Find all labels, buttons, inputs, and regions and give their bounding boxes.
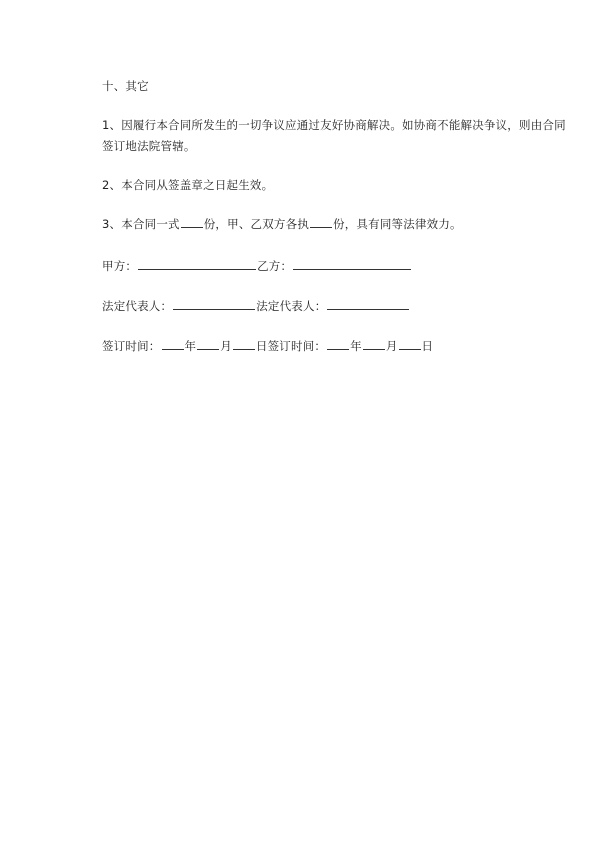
copies-each-blank[interactable] <box>310 214 332 228</box>
copies-total-blank[interactable] <box>181 214 203 228</box>
sign-date-a-year: 年 <box>184 339 197 353</box>
sign-date-a-day: 日 <box>255 339 268 353</box>
party-a-label: 甲方： <box>102 259 138 273</box>
clause-2 <box>80 175 570 195</box>
sign-date-b-year-blank[interactable] <box>327 336 349 350</box>
party-b-blank[interactable] <box>293 256 411 270</box>
clause-2-text: 2、本合同从签盖章之日起生效。 <box>102 178 274 192</box>
section-title <box>80 76 570 96</box>
sign-date-a-label: 签订时间： <box>102 339 161 353</box>
legal-rep-a-label: 法定代表人： <box>102 299 173 313</box>
sign-date-b-label: 签订时间： <box>267 339 327 353</box>
legal-rep-b-blank[interactable] <box>327 296 409 310</box>
party-signature-line <box>80 256 570 276</box>
sign-date-a-month: 月 <box>220 339 232 353</box>
sign-date-b-year: 年 <box>350 339 362 353</box>
sign-date-b-month: 月 <box>385 339 398 353</box>
clause-3-part-a: 3、本合同一式 <box>102 217 180 231</box>
clause-1 <box>80 115 570 157</box>
section-title-text: 十、其它 <box>102 79 149 93</box>
clause-3 <box>80 214 570 234</box>
sign-date-b-day: 日 <box>421 339 434 353</box>
legal-rep-b-label: 法定代表人： <box>256 299 327 313</box>
clause-3-part-c: 份，具有同等法律效力。 <box>333 217 462 231</box>
legal-rep-a-blank[interactable] <box>173 296 255 310</box>
sign-date-line <box>80 336 570 356</box>
clause-1-text: 1、因履行本合同所发生的一切争议应通过友好协商解决。如协商不能解决争议，则由合同签订地法院管辖。 <box>102 118 566 153</box>
party-b-label: 乙方： <box>257 259 293 273</box>
sign-date-a-year-blank[interactable] <box>162 336 184 350</box>
legal-rep-line <box>80 296 570 316</box>
sign-date-b-month-blank[interactable] <box>363 336 385 350</box>
party-a-blank[interactable] <box>138 256 256 270</box>
sign-date-b-day-blank[interactable] <box>399 336 421 350</box>
clause-3-part-b: 份，甲、乙双方各执 <box>203 217 310 231</box>
sign-date-a-day-blank[interactable] <box>233 336 255 350</box>
sign-date-a-month-blank[interactable] <box>197 336 219 350</box>
